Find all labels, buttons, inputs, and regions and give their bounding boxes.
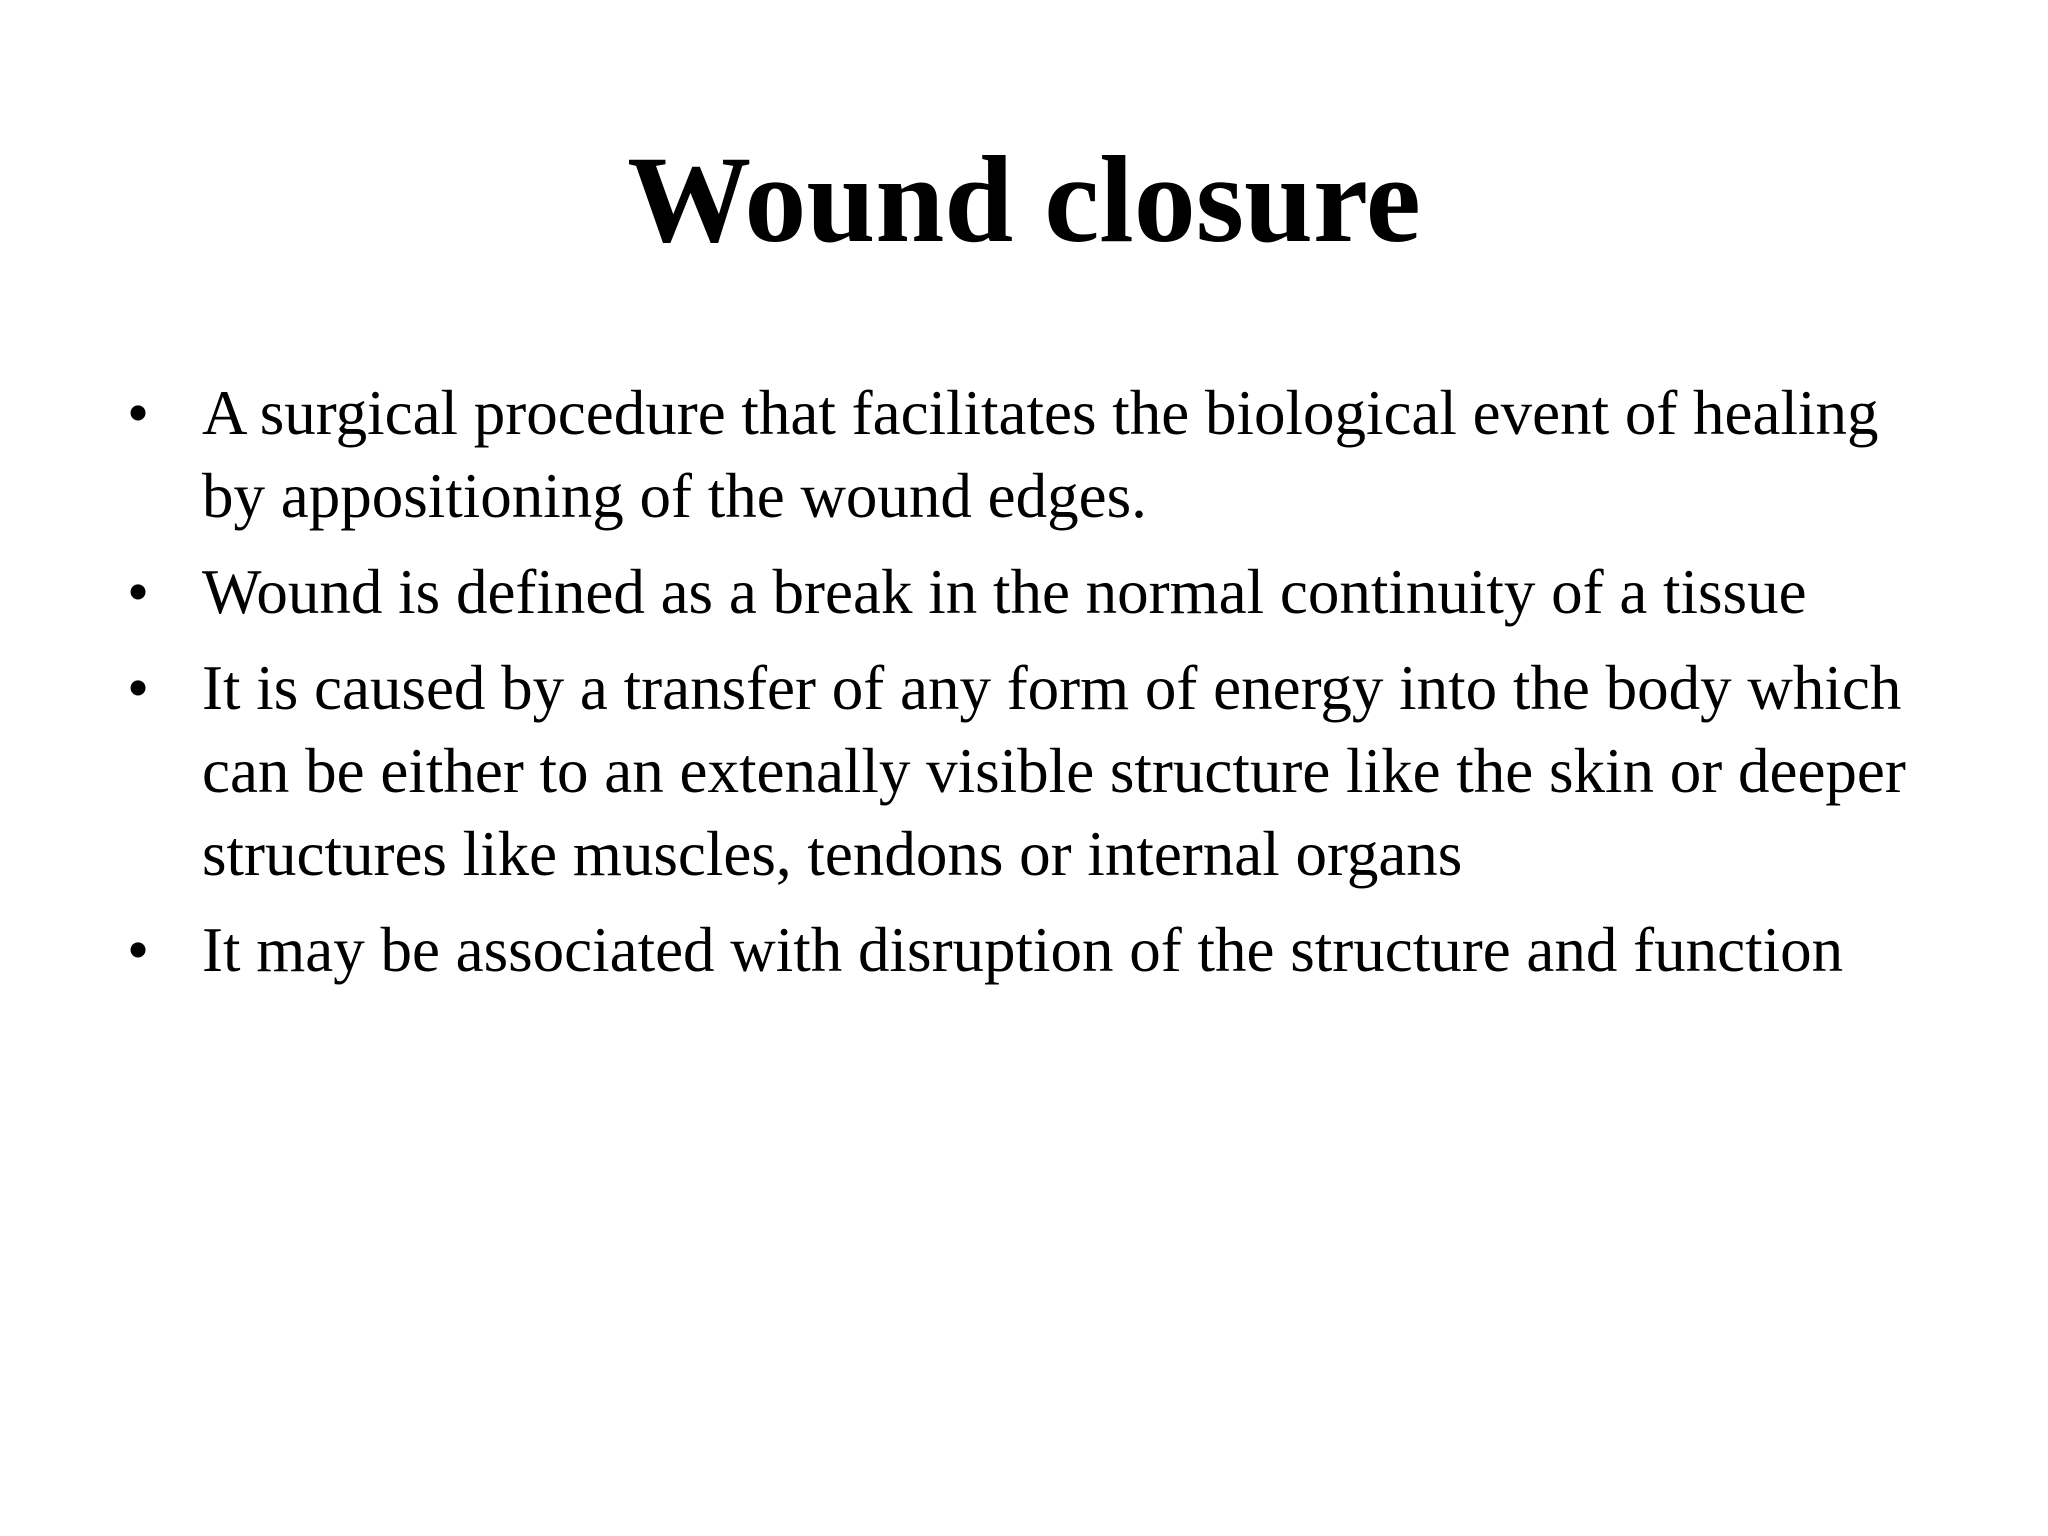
bullet-text: It may be associated with disruption of the structure and function [202,915,1844,985]
bullet-icon: • [126,915,150,985]
bullet-text: It is caused by a transfer of any form of energy into the body which can be either to an extenally visible structure like the skin or deeper structures like muscles, tendons or internal organs [202,653,1906,889]
bullet-text: Wound is defined as a break in the normal continuity of a tissue [202,557,1807,627]
bullet-item [118,909,1938,992]
bullet-icon: • [126,378,150,448]
bullet-list [118,372,1938,1005]
slide-title: Wound closure [627,131,1421,268]
bullet-item [118,551,1938,634]
bullet-item [118,372,1938,538]
bullet-item [118,647,1938,896]
bullet-icon: • [126,557,150,627]
bullet-icon: • [126,653,150,723]
bullet-text: A surgical procedure that facilitates the biological event of healing by appositioning of the wound edges. [202,378,1879,531]
